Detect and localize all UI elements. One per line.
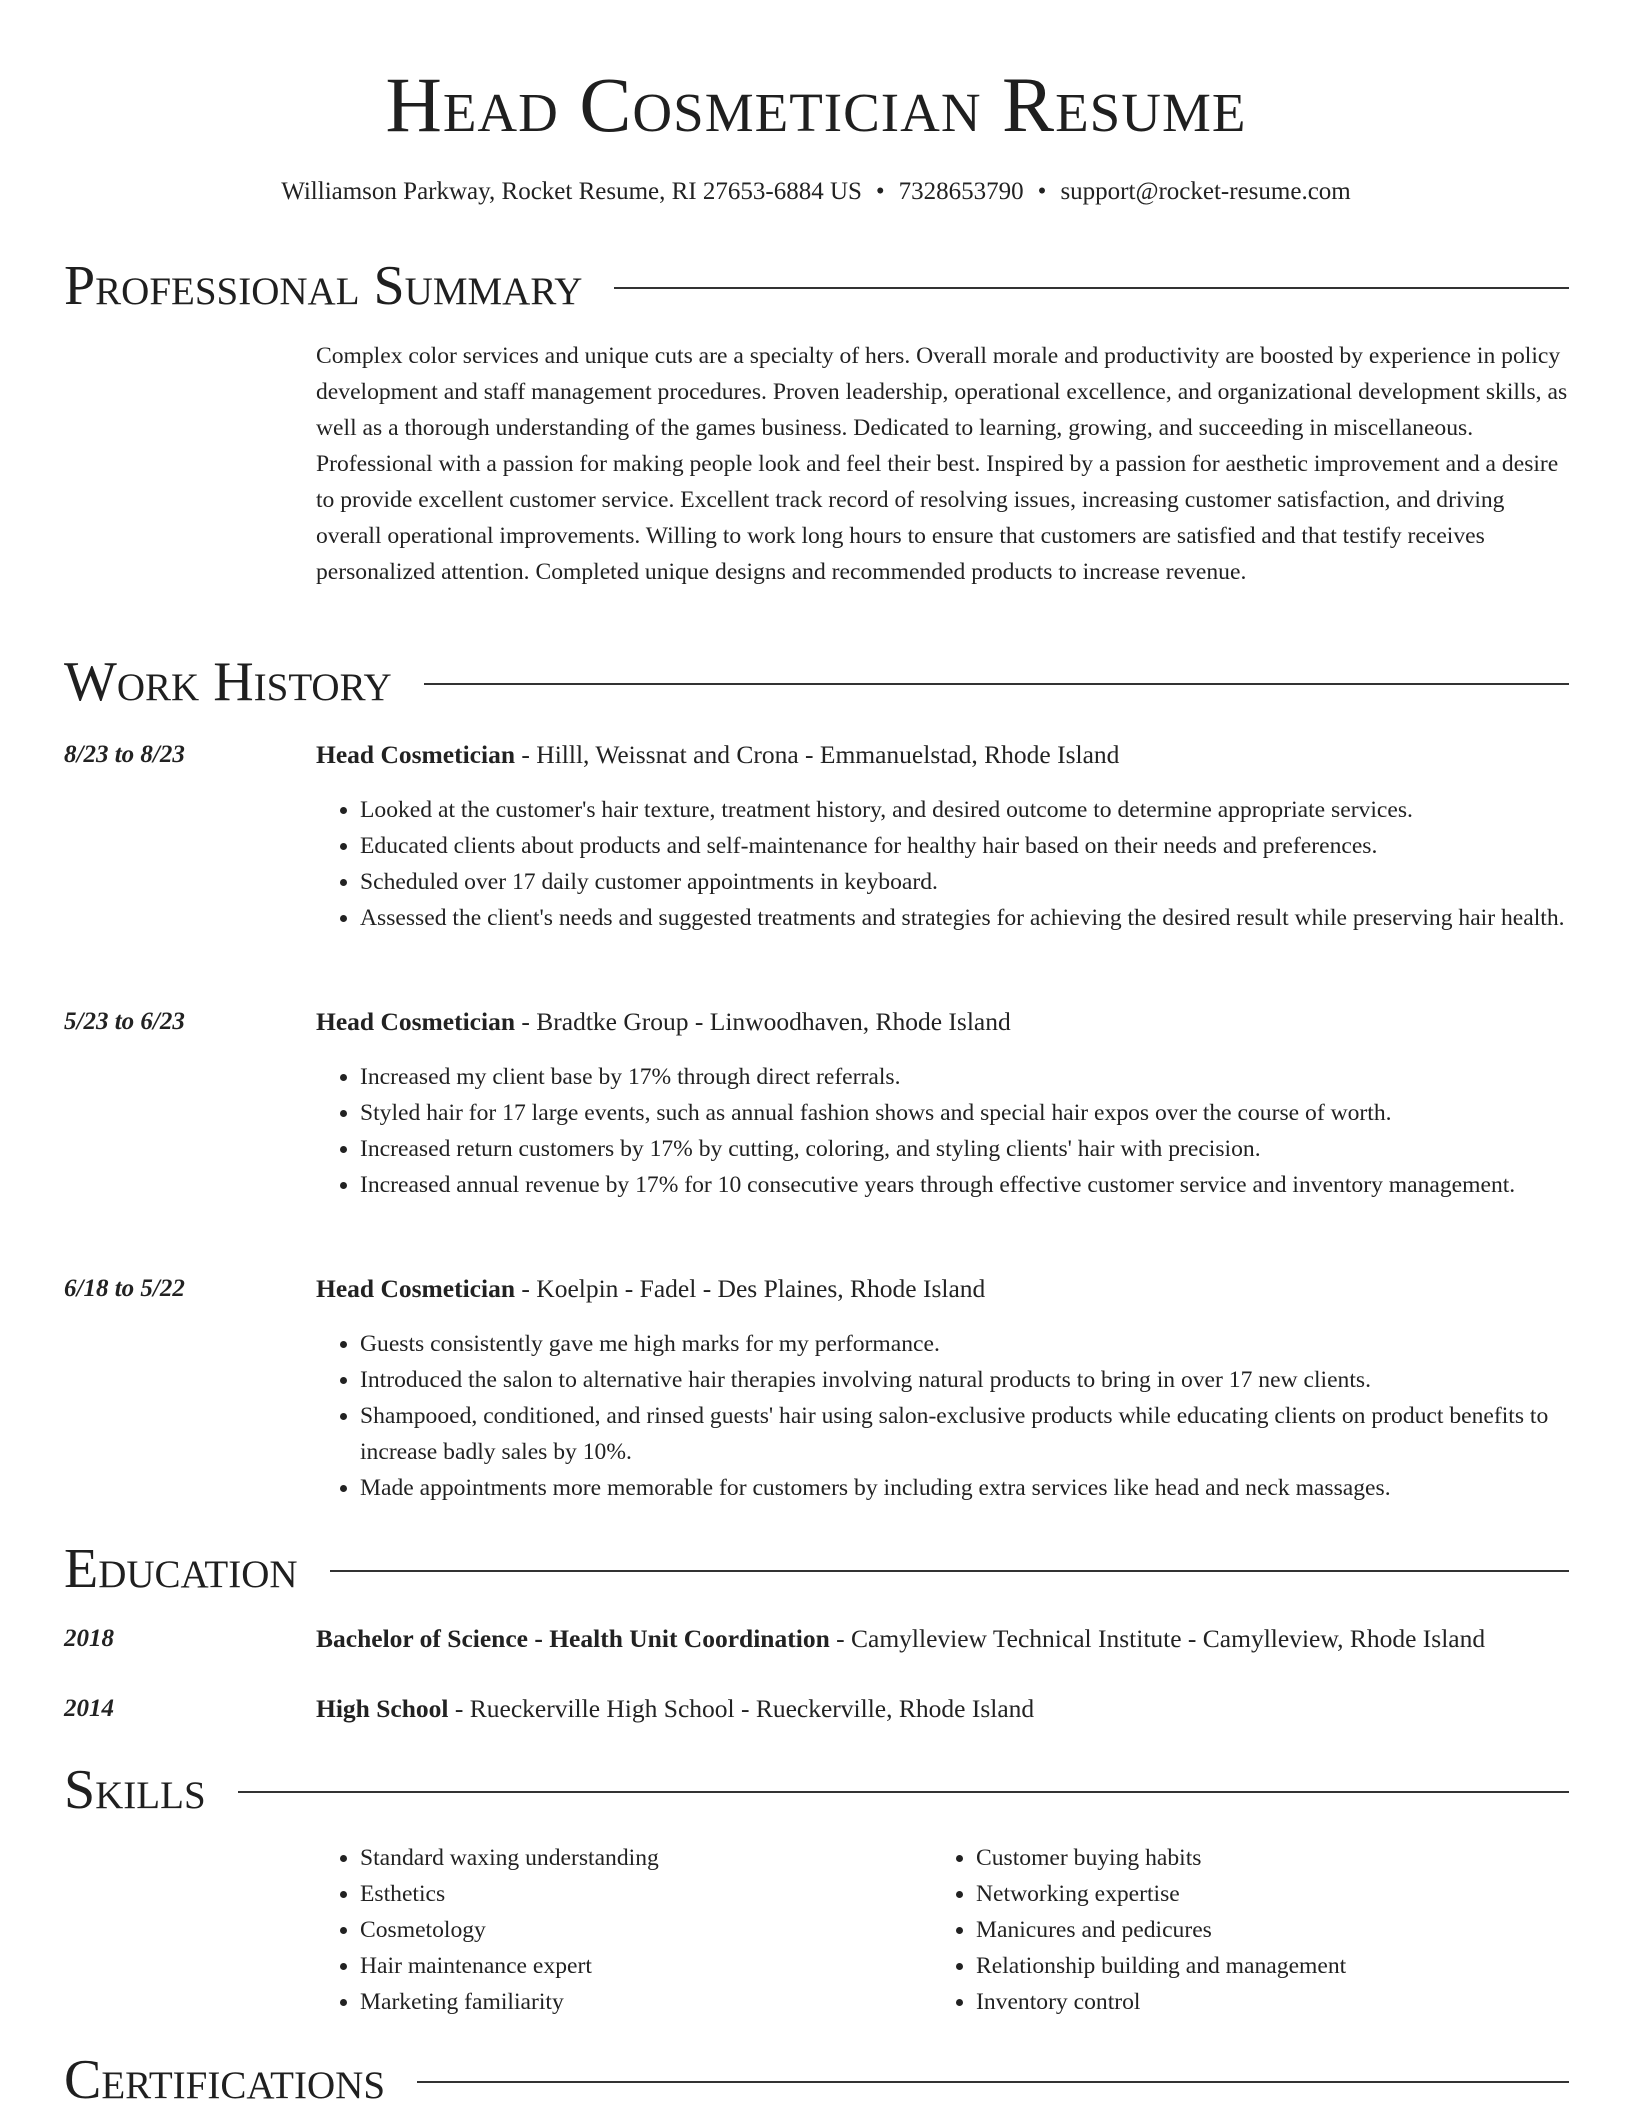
skill-item: • Customer buying habits (976, 1840, 1532, 1876)
job-bullets (316, 1059, 1576, 1203)
section-divider (238, 1791, 1569, 1793)
certifications-section-header (64, 2048, 1569, 2112)
contact-email: support@rocket-resume.com (1060, 178, 1351, 205)
list-item: • Looked at the customer's hair texture, treatment history, and desired outcome to determine appropriate services. (360, 792, 1576, 828)
list-item: • Increased return customers by 17% by cutting, coloring, and styling clients' hair with precision. (360, 1131, 1576, 1167)
education-entry (316, 1691, 1576, 1727)
skills-section-header (64, 1758, 1569, 1822)
skills-list-left (316, 1840, 916, 2020)
skills-heading: Skills (64, 1759, 206, 1821)
work-heading: Work History (64, 651, 392, 713)
job-dates: 6/18 to 5/22 (64, 1275, 185, 1302)
education-heading: Education (64, 1538, 298, 1600)
job-title: Head Cosmetician (316, 1274, 516, 1303)
skill-item: • Marketing familiarity (360, 1984, 916, 2020)
job-employer: - Hilll, Weissnat and Crona - Emmanuelstad, Rhode Island (515, 740, 1120, 769)
skill-item: • Manicures and pedicures (976, 1912, 1532, 1948)
contact-separator: • (875, 178, 885, 205)
list-item: • Made appointments more memorable for customers by including extra services like head and neck massages. (360, 1470, 1576, 1506)
list-item: • Increased annual revenue by 17% for 10 consecutive years through effective customer service and inventory management. (360, 1167, 1576, 1203)
work-section-header (64, 650, 1569, 714)
education-degree: Bachelor of Science - Health Unit Coordination (316, 1624, 830, 1653)
summary-heading: Professional Summary (64, 255, 583, 317)
skill-item: • Networking expertise (976, 1876, 1532, 1912)
skill-item: • Cosmetology (360, 1912, 916, 1948)
education-year: 2014 (64, 1695, 114, 1722)
list-item: • Shampooed, conditioned, and rinsed guests' hair using salon-exclusive products while educating clients on product benefits to increase badly sales by 10%. (360, 1398, 1576, 1470)
summary-text: Complex color services and unique cuts are a specialty of hers. Overall morale and productivity are boosted by experience in policy development and staff management procedures. Proven leadership, operational excellence, and organizational development skills, as well as a thorough understanding of the games business. Dedicated to learning, growing, and succeeding in miscellaneous. Professional with a passion for making people look and feel their best. Inspired by a passion for aesthetic improvement and a desire to provide excellent customer service. Excellent track record of resolving issues, increasing customer satisfaction, and driving overall operational improvements. Willing to work long hours to ensure that customers are satisfied and that testify receives personalized attention. Completed unique designs and recommended products to increase revenue. (316, 343, 1568, 585)
summary-section-header (64, 254, 1569, 318)
list-item: • Scheduled over 17 daily customer appointments in keyboard. (360, 864, 1576, 900)
list-item: • Increased my client base by 17% through direct referrals. (360, 1059, 1576, 1095)
education-section-header (64, 1537, 1569, 1601)
education-entry (316, 1621, 1576, 1657)
education-school: - Camylleview Technical Institute - Camylleview, Rhode Island (829, 1624, 1486, 1653)
list-item: • Educated clients about products and self-maintenance for healthy hair based on their needs and preferences. (360, 828, 1576, 864)
job-dates: 8/23 to 8/23 (64, 741, 185, 768)
job-dates: 5/23 to 6/23 (64, 1008, 185, 1035)
contact-address: Williamson Parkway, Rocket Resume, RI 27653-6884 US (281, 178, 862, 205)
section-divider (417, 2081, 1569, 2083)
contact-line (0, 174, 1632, 210)
job-employer: - Koelpin - Fadel - Des Plaines, Rhode Island (515, 1274, 986, 1303)
job-heading (316, 1004, 1576, 1040)
list-item: • Guests consistently gave me high marks for my performance. (360, 1326, 1576, 1362)
skill-item: • Relationship building and management (976, 1948, 1532, 1984)
section-divider (614, 287, 1569, 289)
job-heading (316, 1271, 1576, 1307)
skill-item: • Standard waxing understanding (360, 1840, 916, 1876)
section-divider (424, 683, 1569, 685)
list-item: • Styled hair for 17 large events, such as annual fashion shows and special hair expos over the course of worth. (360, 1095, 1576, 1131)
skill-item: • Inventory control (976, 1984, 1532, 2020)
job-title: Head Cosmetician (316, 740, 516, 769)
skills-list-right (932, 1840, 1532, 2020)
job-bullets (316, 1326, 1576, 1506)
job-bullets (316, 792, 1576, 936)
list-item: • Assessed the client's needs and suggested treatments and strategies for achieving the desired result while preserving hair health. (360, 900, 1576, 936)
section-divider (330, 1570, 1569, 1572)
list-item: • Introduced the salon to alternative hair therapies involving natural products to bring in over 17 new clients. (360, 1362, 1576, 1398)
contact-separator: • (1037, 178, 1047, 205)
skill-item: • Esthetics (360, 1876, 916, 1912)
certifications-heading: Certifications (64, 2049, 386, 2111)
job-title: Head Cosmetician (316, 1007, 516, 1036)
skill-item: • Hair maintenance expert (360, 1948, 916, 1984)
job-employer: - Bradtke Group - Linwoodhaven, Rhode Island (515, 1007, 1011, 1036)
contact-phone: 7328653790 (898, 178, 1024, 205)
resume-title: Head Cosmetician Resume (385, 61, 1247, 148)
job-heading (316, 737, 1576, 773)
education-school: - Rueckerville High School - Rueckerville, Rhode Island (448, 1694, 1035, 1723)
education-degree: High School (316, 1694, 449, 1723)
education-year: 2018 (64, 1625, 114, 1652)
